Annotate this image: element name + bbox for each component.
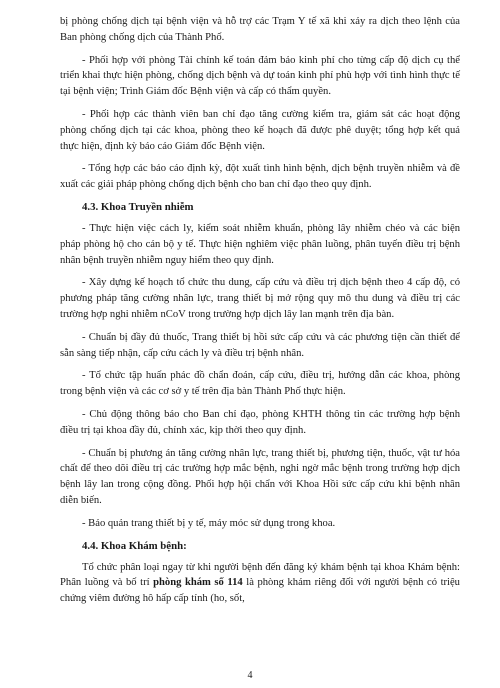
paragraph-continuation: bị phòng chống dịch tại bệnh viện và hỗ trợ các Trạm Y tế xã khi xảy ra dịch theo lệnh của Ban phòng chống dịch của Thành Phố. bbox=[60, 16, 460, 43]
paragraph-staffing: - Chuẩn bị phương án tăng cường nhân lực, trang thiết bị, phương tiện, thuốc, vật tư hóa chất để theo dõi điều trị các trường hợp mắc bệnh, nghi ngờ mắc bệnh trong trường hợp dịch bệnh lây lan trong cộng đồng. Phối hợp hội chẩn với Khoa Hồi sức cấp cứu khi bệnh nhân diễn biến. bbox=[60, 447, 460, 506]
paragraph-finance: - Phối hợp với phòng Tài chính kế toán đảm bảo kinh phí cho từng cấp độ dịch cụ thể triển khai thực hiện phòng, chống dịch bệnh và dự toán kinh phí phù hợp với tình hình thực tế tại bệnh viện; Trình Giám đốc Bệnh viện và cấp có thẩm quyền. bbox=[60, 54, 460, 98]
triage-room-number: phòng khám số 114 bbox=[153, 577, 243, 589]
paragraph-notification: - Chủ động thông báo cho Ban chỉ đạo, phòng KHTH thông tin các trường hợp bệnh điều trị tại khoa đầy đủ, chính xác, kịp thời theo quy định. bbox=[60, 408, 460, 436]
paragraph-triage bbox=[60, 560, 460, 607]
paragraph-medicine: - Chuẩn bị đầy đủ thuốc, Trang thiết bị hồi sức cấp cứu và các phương tiện cần thiết để sẵn sàng tiếp nhận, cấp cứu cách ly và điều trị bệnh nhân. bbox=[60, 331, 460, 359]
triage-text-start: Tổ chức phân loại ngay từ khi người bệnh đến đăng ký khám bệnh tại khoa Khám bệnh: Phân luồng và bố trí bbox=[60, 561, 460, 589]
section-heading-4-4: 4.4. Khoa Khám bệnh: bbox=[82, 539, 187, 552]
paragraph-treatment-plan: - Xây dựng kế hoạch tổ chức thu dung, cấp cứu và điều trị dịch bệnh theo 4 cấp độ, có phương pháp tăng cường nhân lực, trang thiết bị mở rộng quy mô thu dung và điều trị các trường hợp nghi nhiễm nCoV trong trường hợp dịch lây lan mạnh trên địa bàn. bbox=[60, 277, 460, 320]
paragraph-isolation: - Thực hiện việc cách ly, kiểm soát nhiễm khuẩn, phòng lây nhiễm chéo và các biện pháp phòng hộ cho cán bộ y tế. Thực hiện nghiêm việc phân luồng, phân tuyến điều trị bệnh nhân bệnh truyền nhiễm nguy hiểm theo quy định. bbox=[60, 222, 460, 266]
triage-text-end: là phòng khám riêng đối với người bệnh có triệu chứng viêm đường hô hấp cấp tính (ho, sốt, bbox=[60, 577, 460, 605]
paragraph-training: - Tổ chức tập huấn phác đồ chẩn đoán, cấp cứu, điều trị, hướng dẫn các khoa, phòng trong bệnh viện và các cơ sở y tế trên địa bàn Thành Phố thực hiện. bbox=[60, 370, 460, 398]
section-heading-4-3: 4.3. Khoa Truyền nhiễm bbox=[82, 200, 194, 213]
page-number: 4 bbox=[247, 670, 253, 681]
paragraph-equipment: - Bảo quản trang thiết bị y tế, máy móc sử dụng trong khoa. bbox=[82, 517, 336, 529]
document-body bbox=[60, 14, 460, 607]
paragraph-reporting: - Tổng hợp các báo cáo định kỳ, đột xuất tình hình bệnh, dịch bệnh truyền nhiễm và đề xuất các giải pháp phòng chống dịch bệnh cho ban chỉ đạo theo quy định. bbox=[60, 163, 460, 191]
paragraph-inspection: - Phối hợp các thành viên ban chỉ đạo tăng cường kiểm tra, giám sát các hoạt động phòng chống dịch tại các khoa, phòng theo kế hoạch đã được phê duyệt; tổng hợp kết quả thực hiện, định kỳ báo cáo Giám đốc Bệnh viện. bbox=[60, 108, 460, 152]
